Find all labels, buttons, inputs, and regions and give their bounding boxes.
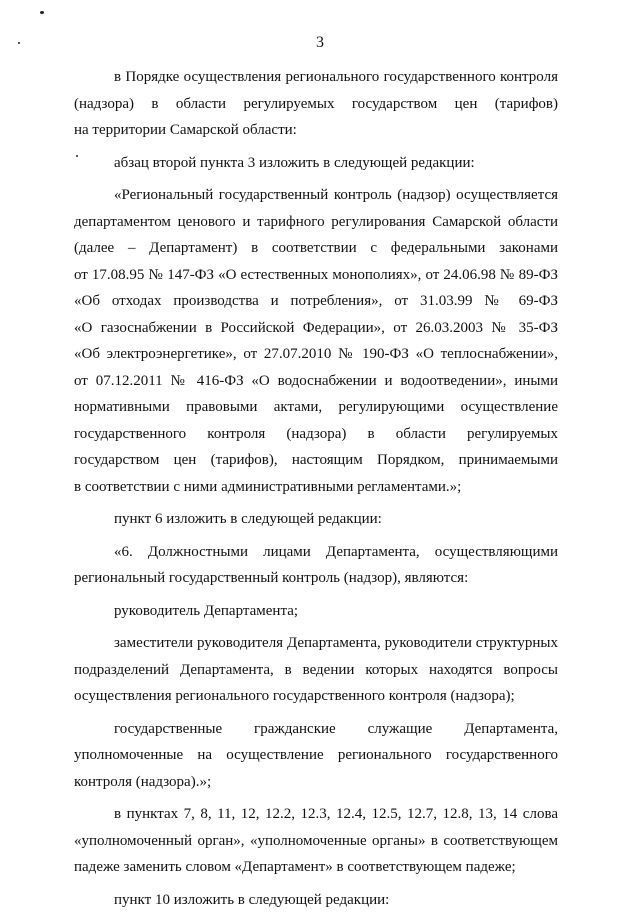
paragraph-line: падеже заменить словом «Департамент» в соответствующем падеже; [74, 859, 516, 875]
paragraph-line: «Об отходах производства и потребления», от 31.03.99 № 69-ФЗ [74, 293, 558, 309]
paragraph-line: государственные гражданские служащие Департамента, [114, 720, 558, 737]
paragraph-line: «Об электроэнергетике», от 27.07.2010 № 190-ФЗ «О теплоснабжении», [74, 346, 558, 362]
paragraph [74, 598, 558, 625]
paragraph [74, 716, 558, 796]
paragraph-line: «О газоснабжении в Российской Федерации», от 26.03.2003 № 35-ФЗ [74, 319, 558, 336]
paragraph [74, 182, 558, 500]
paragraph-line: (надзора) в области регулируемых государством цен (тарифов) [74, 95, 558, 112]
paragraph-line: государством цен (тарифов), настоящим Порядком, принимаемыми [74, 452, 558, 468]
paragraph-line: в пунктах 7, 8, 11, 12, 12.2, 12.3, 12.4, 12.5, 12.7, 12.8, 13, 14 слова [114, 806, 558, 822]
paragraph-line: (далее – Департамент) в соответствии с федеральными законами [74, 240, 558, 256]
paragraph [74, 630, 558, 710]
paragraph-line: заместители руководителя Департамента, руководители структурных [114, 635, 558, 651]
paragraph-line: «уполномоченный орган», «уполномоченные органы» в соответствующем [74, 832, 558, 849]
paragraph-line: контроля (надзора).»; [74, 773, 212, 790]
paragraph-line: абзац второй пункта 3 изложить в следующей редакции: [114, 154, 475, 171]
paragraph-line: департаментом ценового и тарифного регулирования Самарской области [74, 213, 558, 230]
paragraph-line: на территории Самарской области: [74, 122, 297, 138]
paragraph [74, 64, 558, 144]
page-number: 3 [316, 34, 324, 51]
paragraph [74, 539, 558, 592]
document-body [74, 64, 558, 919]
paragraph-line: подразделений Департамента, в ведении которых находятся вопросы [74, 661, 558, 678]
paragraph-line: от 07.12.2011 № 416-ФЗ «О водоснабжении и водоотведении», иными [74, 372, 558, 389]
paragraph-line: государственного контроля (надзора) в области регулируемых [74, 425, 558, 442]
paragraph [74, 150, 558, 177]
paragraph-line: руководитель Департамента; [114, 602, 299, 619]
paragraph [74, 801, 558, 881]
paragraph-line: в соответствии с ними административными регламентами.»; [74, 478, 462, 495]
paragraph-line: пункт 6 изложить в следующей редакции: [114, 511, 382, 527]
paragraph [74, 506, 558, 533]
paragraph-line: «6. Должностными лицами Департамента, осуществляющими [114, 543, 558, 560]
scan-speck [40, 11, 44, 14]
paragraph-line: «Региональный государственный контроль (надзор) осуществляется [114, 187, 558, 203]
paragraph-line: осуществления регионального государственного контроля (надзора); [74, 688, 515, 704]
paragraph-line: нормативными правовыми актами, регулирующими осуществление [74, 399, 558, 415]
paragraph-line: в Порядке осуществления регионального государственного контроля [114, 69, 558, 85]
paragraph-line: региональный государственный контроль (надзор), являются: [74, 570, 469, 586]
paragraph-line: уполномоченные на осуществление регионального государственного [74, 747, 558, 763]
paragraph-line: пункт 10 изложить в следующей редакции: [114, 891, 390, 908]
paragraph-line: от 17.08.95 № 147-ФЗ «О естественных монополиях», от 24.06.98 № 89-ФЗ [74, 266, 558, 283]
paragraph [74, 887, 558, 914]
